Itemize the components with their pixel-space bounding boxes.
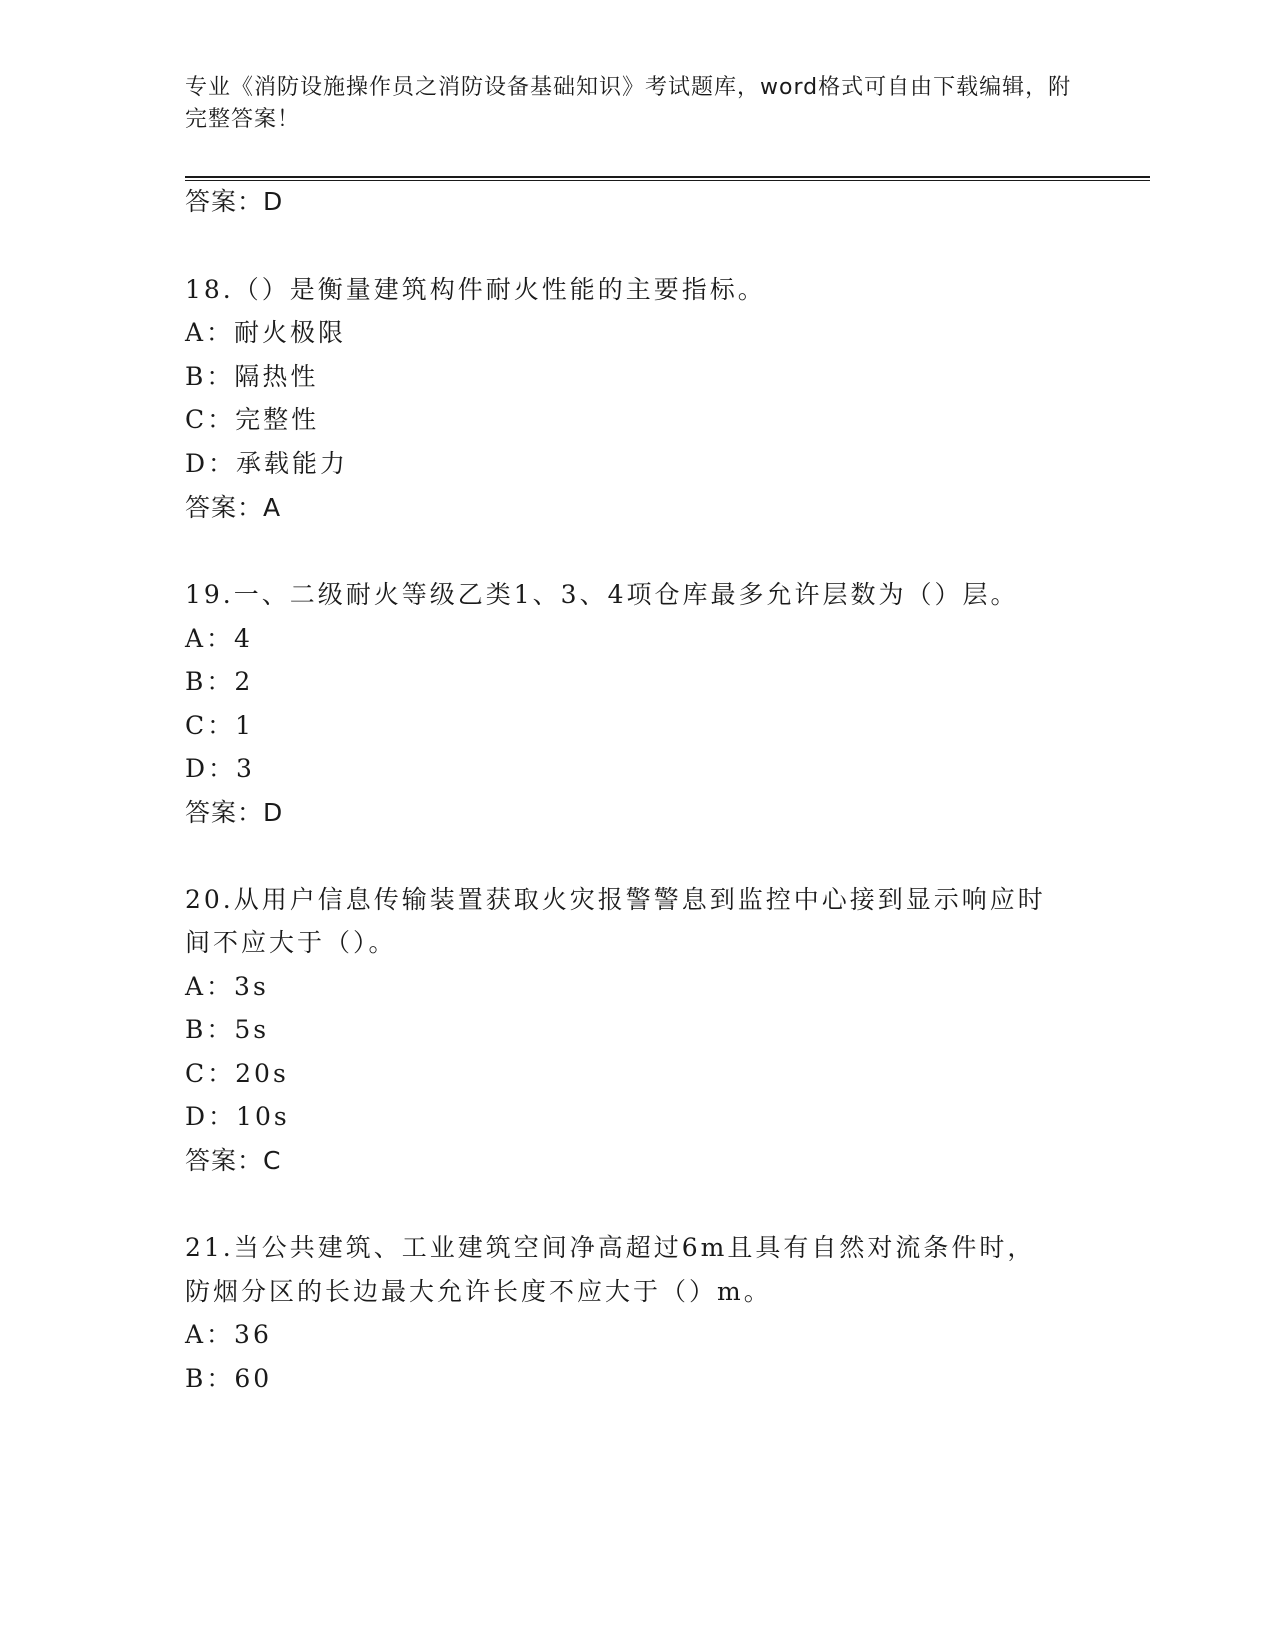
question-21-option-b: B：60 xyxy=(185,1364,273,1393)
question-19-stem: 19.一、二级耐火等级乙类1、3、4项仓库最多允许层数为（）层。 xyxy=(185,580,1019,609)
question-20-option-a: A：3s xyxy=(185,972,269,1001)
question-20-answer: 答案：C xyxy=(185,1146,282,1175)
question-21-stem-line2: 防烟分区的长边最大允许长度不应大于（）m。 xyxy=(185,1277,772,1306)
question-20-stem-line1: 20.从用户信息传输装置获取火灾报警警息到监控中心接到显示响应时 xyxy=(185,885,1046,914)
question-19-option-a: A：4 xyxy=(185,624,253,653)
question-19-option-b: B：2 xyxy=(185,667,254,696)
question-21-option-a: A：36 xyxy=(185,1320,272,1349)
previous-answer: 答案：D xyxy=(185,187,284,216)
question-21-stem-line1: 21.当公共建筑、工业建筑空间净高超过6m且具有自然对流条件时， xyxy=(185,1233,1036,1262)
header-divider xyxy=(185,176,1150,181)
question-18-option-b: B：隔热性 xyxy=(185,362,319,391)
document-header-text: 专业《消防设施操作员之消防设备基础知识》考试题库，word格式可自由下载编辑，附完整答案！ xyxy=(185,75,1072,132)
question-18-option-c: C：完整性 xyxy=(185,405,320,434)
question-20-option-c: C：20s xyxy=(185,1059,289,1088)
question-18-answer: 答案：A xyxy=(185,493,282,522)
question-19-answer: 答案：D xyxy=(185,798,284,827)
question-20-stem-line2: 间不应大于（）。 xyxy=(185,928,397,957)
question-18-stem: 18.（）是衡量建筑构件耐火性能的主要指标。 xyxy=(185,275,766,304)
question-20-option-b: B：5s xyxy=(185,1015,270,1044)
question-19-option-d: D：3 xyxy=(185,754,255,783)
question-20-option-d: D：10s xyxy=(185,1102,290,1131)
question-18-option-d: D：承载能力 xyxy=(185,449,349,478)
question-18-option-a: A：耐火极限 xyxy=(185,318,347,347)
question-19-option-c: C：1 xyxy=(185,711,255,740)
